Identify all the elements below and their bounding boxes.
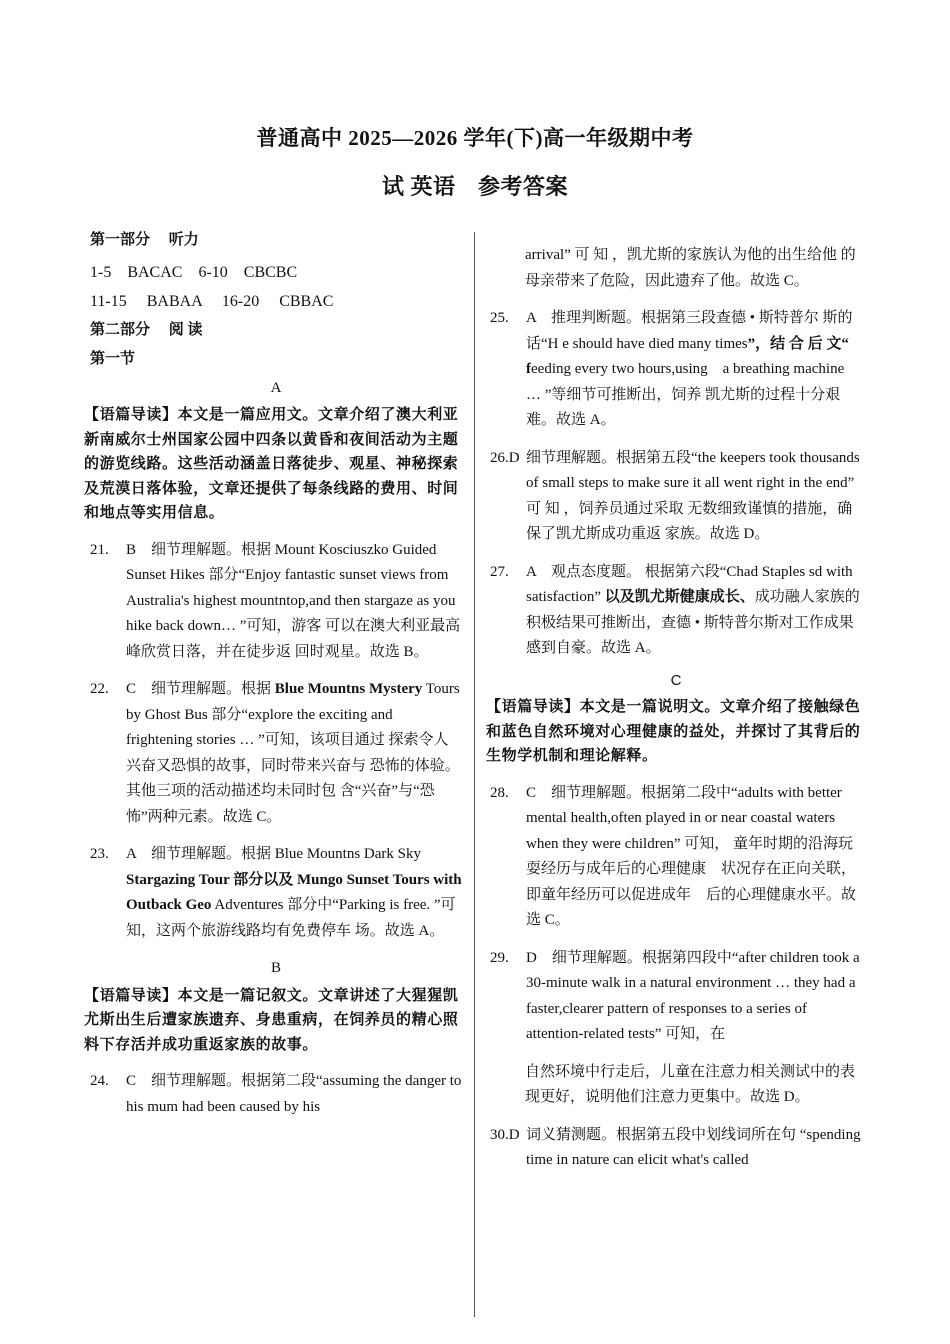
question-number: 28.	[490, 784, 509, 801]
answer-text-bold: 以及凯尤斯健康成长、	[604, 589, 755, 605]
passage-a-label: A	[270, 379, 282, 396]
question-number: 23.	[90, 846, 109, 862]
answer-text: D 细节理解题。根据第四段中“after children took a 30-minute walk in a natural environment … they had a faster,clearer pattern of responses to a series of attention-related tests” 可知，在	[526, 949, 860, 1042]
question-number: 24.	[90, 1073, 109, 1089]
answer-27	[490, 560, 862, 662]
document-title-line2: 试 英语 参考答案	[381, 174, 568, 199]
passage-c-guide: 【语篇导读】本文是一篇说明文。文章介绍了接触绿色和蓝色自然环境对心理健康的益处，并探讨了其背后的生物学机制和理论解释。	[486, 699, 861, 764]
answer-30	[490, 1123, 862, 1174]
question-number: 29.	[490, 949, 509, 966]
document-title-line1: 普通高中 2025—2026 学年(下)高一年级期中考	[256, 126, 694, 150]
answer-text: A 推理判断题。根据第三段查德 • 斯特普尔 斯的话“H e should have died many times	[526, 310, 853, 352]
answer-text: A 观点态度题。 根据第六段“Chad Staples sd with satisfaction”	[526, 563, 853, 605]
answer-22	[90, 677, 462, 830]
question-number: 27.	[490, 563, 509, 580]
answer-text: B 细节理解题。根据 Mount Kosciuszko Guided Sunset Hikes 部分“Enjoy fantastic sunset views from Australia's highest mountntop,and then stargaze as you hike back down… ”可知，游客 可以在澳大利亚最高峰欣赏日落，并在徒步返 回时观星。故选 B。	[126, 541, 461, 660]
answer-text: 词义猜测题。根据第五段中划线词所在句 “spending time in nature can elicit what's called	[526, 1126, 861, 1168]
question-number: 21.	[90, 541, 109, 558]
right-column	[486, 243, 862, 1174]
answer-21	[90, 538, 462, 666]
passage-b-guide: 【语篇导读】本文是一篇记叙文。文章讲述了大猩猩凯尤斯出生后遭家族遗弃、身患重病，在饲养员的精心照料下存活并成功重返家族的故事。	[84, 987, 459, 1053]
part2-heading: 第二部分 阅 读	[90, 321, 203, 338]
answer-28	[490, 781, 862, 934]
passage-c-label: C	[670, 671, 682, 689]
answer-24-continued: arrival” 可 知 ，凯尤斯的家族认为他的出生给他 的母亲带来了危险，因此遗弃了他。故选 C。	[525, 247, 856, 289]
answer-text-cont: Tours by Ghost Bus 部分“explore the exciting and frightening stories … ”可知，该项目通过 探索令人兴奋又恐惧的故事，同时带来兴奋与 恐怖的体验。其他三项的活动描述均未同时包 含“兴奋”与“恐怖”两种元素。故选 C。	[126, 681, 460, 825]
answer-text-cont: 成功融人家族的积极结果可推断出，查德 • 斯特普尔斯对工作成果感到自豪。故选 A。	[526, 589, 860, 656]
part1-heading: 第一部分 听力	[90, 232, 199, 248]
question-number: 30.D	[490, 1126, 520, 1143]
answer-25	[490, 306, 862, 434]
left-column	[84, 228, 462, 1120]
answer-text-bold: ”，结 合 后 文“ f	[526, 335, 849, 377]
answer-text: C 细节理解题。根据第二段“assuming the danger to his mum had been caused by his	[126, 1073, 462, 1115]
answer-text-cont: eeding every two hours,using a breathing machine … ”等细节可推断出，饲养 凯尤斯的过程十分艰难。故选 A。	[526, 361, 845, 428]
listening-answers-2: 11-15 BABAA 16-20 CBBAC	[90, 293, 334, 310]
question-number: 25.	[490, 310, 509, 326]
listening-answers-1: 1-5 BACAC 6-10 CBCBC	[90, 263, 298, 281]
answer-26	[490, 446, 862, 548]
answer-text: C 细节理解题。根据第二段中“adults with better mental health,often played in or near coastal waters when they were children” 可知， 童年时期的沿海玩耍经历与成年后的心理健康 状况存在正向关联，即童年经历可以促进成年 后的心理健康水平。故选 C。	[526, 784, 857, 928]
answer-23	[90, 842, 462, 944]
answer-24	[90, 1069, 462, 1120]
answer-29-continued: 自然环境中行走后，儿童在注意力相关测试中的表现更好，说明他们注意力更集中。故选 D。	[525, 1063, 856, 1105]
question-number: 26.D	[490, 449, 520, 466]
answer-text-bold: Blue Mountns Mystery	[274, 681, 423, 697]
passage-a-guide: 【语篇导读】本文是一篇应用文。文章介绍了澳大利亚新南威尔士州国家公园中四条以黄昏和夜间活动为主题的游览线路。这些活动涵盖日落徒步、观星、神秘探索及荒漠日落体验，文章还提供了每条线路的费用、时间和地点等实用信息。	[84, 407, 459, 521]
answer-text-bold: Stargazing Tour 部分以及 Mungo Sunset Tours with Outback Geo	[126, 871, 462, 913]
question-number: 22.	[90, 681, 109, 697]
answer-text: A 细节理解题。根据 Blue Mountns Dark Sky	[126, 846, 422, 862]
answer-text-cont: Adventures 部分中“Parking is free. ”可知，这两个旅游线路均有免费停车 场。故选 A。	[126, 897, 456, 939]
answer-text: 细节理解题。根据第五段“the keepers took thousands of small steps to make sure it all went right in the end” 可 知 ，饲养员通过采取 无数细致谨慎的措施，确保了凯尤斯成功重返 家族。故选 D。	[526, 449, 860, 542]
answer-text: C 细节理解题。根据	[126, 681, 275, 697]
passage-b-label: B	[270, 960, 281, 976]
answer-29	[490, 946, 862, 1048]
section1-heading: 第一节	[90, 351, 136, 367]
column-divider	[474, 232, 475, 1317]
